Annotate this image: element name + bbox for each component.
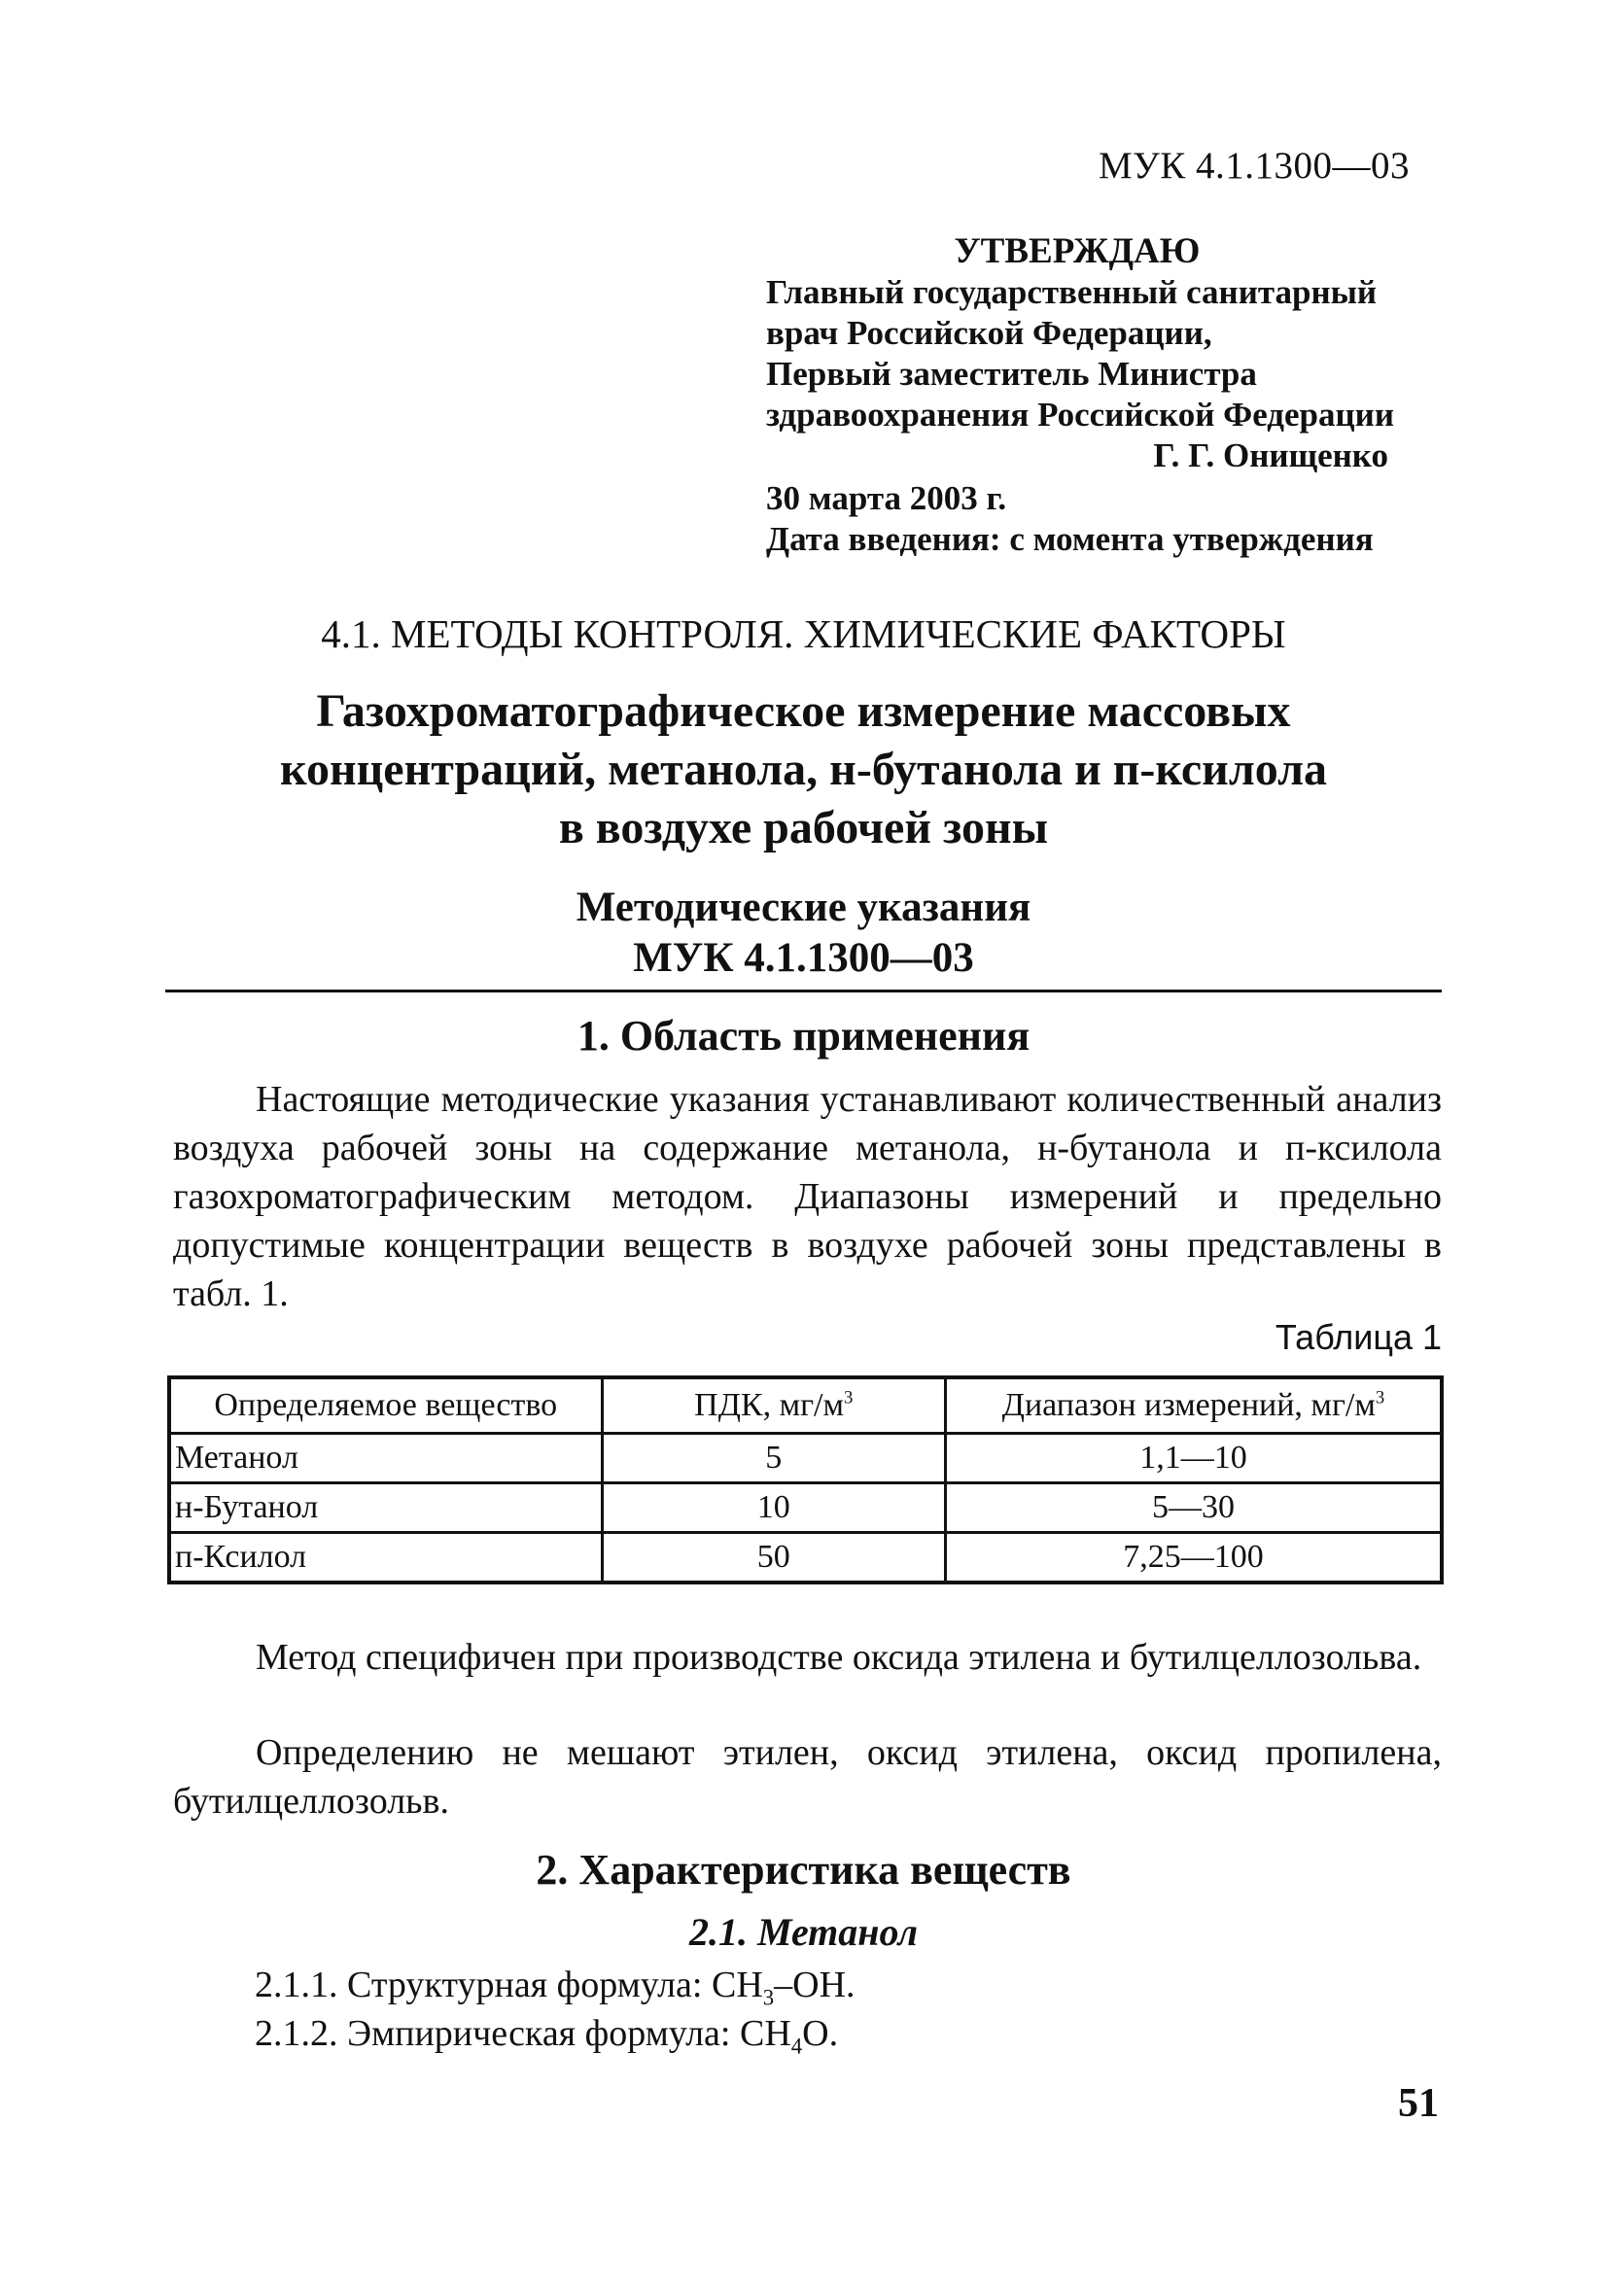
- title-line: Газохроматографическое измерение массовых: [316, 685, 1291, 737]
- subtitle-line: МУК 4.1.1300—03: [633, 935, 974, 981]
- table-cell: 5—30: [945, 1483, 1442, 1533]
- title-line: концентраций, метанола, н-бутанола и п-ксилола: [279, 744, 1328, 795]
- column-header: Диапазон измерений, $мг/м^3$: [945, 1377, 1442, 1434]
- data-table: [167, 1375, 1444, 1584]
- title-line: в воздухе рабочей зоны: [558, 802, 1049, 853]
- table-cell: 50: [602, 1533, 945, 1583]
- table-caption: Таблица 1: [1275, 1317, 1442, 1357]
- paragraph-text: Метод специфичен при производстве оксида этилена и бутилцеллозольва.: [256, 1637, 1422, 1678]
- table-cell: 5: [602, 1434, 945, 1483]
- divider: [165, 990, 1442, 992]
- approval-line: здравоохранения Российской Федерации: [766, 396, 1394, 434]
- paragraph-text: Определению не мешают этилен, оксид этилена, оксид пропилена, бутилцеллозольв.: [173, 1732, 1442, 1822]
- document-code: МУК 4.1.1300—03: [1099, 145, 1411, 187]
- section1-paragraph: [173, 1075, 1442, 1318]
- table-cell: 1,1—10: [945, 1434, 1442, 1483]
- table-row: [169, 1483, 1442, 1533]
- table-cell: 10: [602, 1483, 945, 1533]
- structural-formula: 2.1.1. Структурная формула: $CH_3-OH$.: [255, 1965, 856, 2010]
- section-heading: 4.1. МЕТОДЫ КОНТРОЛЯ. ХИМИЧЕСКИЕ ФАКТОРЫ: [321, 611, 1286, 656]
- empirical-formula: 2.1.2. Эмпирическая формула: $CH_4O$.: [255, 2013, 839, 2059]
- table-cell: н-Бутанол: [169, 1483, 602, 1533]
- subsection-heading: 2.1. Метанол: [688, 1910, 919, 1954]
- column-header: Определяемое вещество: [169, 1377, 602, 1434]
- approval-signatory: Г. Г. Онищенко: [1153, 436, 1388, 474]
- paragraph-text: Настоящие методические указания устанавливают количественный анализ воздуха рабочей зоны на содержание метанола, н-бутанола и п-ксилола газохроматографическим методом. Диапазоны измерений и предельно допустимые концентрации веществ в воздухе рабочей зоны представлены в табл. 1.: [173, 1079, 1442, 1314]
- document-title: [165, 682, 1442, 857]
- table-cell: п-Ксилол: [169, 1533, 602, 1583]
- method-paragraph: [173, 1633, 1442, 1682]
- table-row: [169, 1434, 1442, 1483]
- approval-title: УТВЕРЖДАЮ: [954, 231, 1201, 271]
- approval-line: Главный государственный санитарный: [766, 273, 1378, 311]
- section1-heading: 1. Область применения: [576, 1012, 1031, 1060]
- approval-date: 30 марта 2003 г.: [766, 479, 1007, 517]
- approval-line: Первый заместитель Министра: [766, 355, 1257, 393]
- section2-heading: 2. Характеристика веществ: [536, 1846, 1071, 1894]
- approval-line: врач Российской Федерации,: [766, 314, 1212, 352]
- table-row: [169, 1533, 1442, 1583]
- column-header: ПДК, $мг/м^3$: [602, 1377, 945, 1434]
- table-cell: 7,25—100: [945, 1533, 1442, 1583]
- subtitle-line: Методические указания: [576, 885, 1031, 930]
- document-subtitle: [165, 883, 1442, 984]
- table-header-row: [169, 1377, 1442, 1434]
- effective-date: Дата введения: с момента утверждения: [766, 520, 1374, 558]
- interference-paragraph: [173, 1728, 1442, 1826]
- approval-block: [766, 231, 1394, 560]
- table-cell: Метанол: [169, 1434, 602, 1483]
- page-number: 51: [1398, 2081, 1439, 2126]
